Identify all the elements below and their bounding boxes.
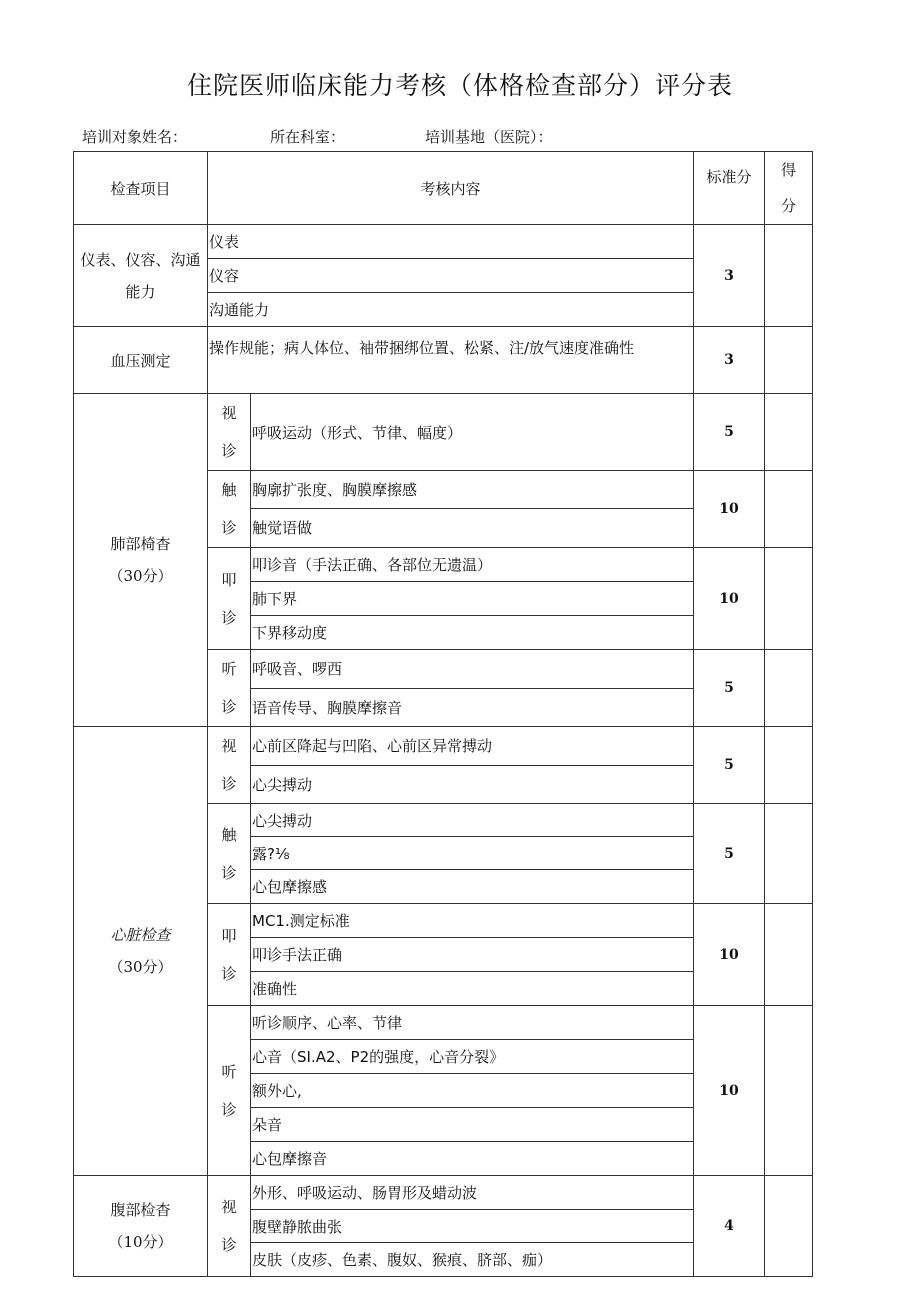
method-char: 听 [221, 1062, 237, 1081]
standard-score: 3 [694, 225, 765, 327]
item-lung [74, 394, 208, 727]
scoring-table [73, 151, 813, 1277]
content-cell: 触觉语做 [251, 508, 694, 547]
method-char: 视 [221, 404, 237, 422]
method-auscultation [208, 650, 251, 727]
content-cell: 心音（SI.A2、P2的强度，心音分裂》 [251, 1040, 694, 1074]
score-cell[interactable] [765, 548, 813, 650]
standard-score: 3 [694, 327, 765, 394]
header-score-b: 分 [780, 197, 796, 215]
content-cell: 皮肤（皮疹、色素、腹奴、猴痕、脐部、痂） [251, 1243, 694, 1277]
method-char: 诊 [221, 442, 237, 460]
standard-score: 10 [694, 1006, 765, 1176]
score-cell[interactable] [765, 394, 813, 471]
content-cell: 仪容 [208, 259, 694, 293]
method-palpation [208, 804, 251, 904]
method-char: 诊 [221, 863, 237, 882]
header-standard-score: 标准分 [694, 152, 765, 225]
content-cell: 腹壁静脓曲张 [251, 1210, 694, 1243]
content-cell: MC1.测定标准 [251, 904, 694, 938]
content-cell: 叩诊手法正确 [251, 938, 694, 972]
method-inspection [208, 727, 251, 804]
standard-score: 5 [694, 394, 765, 471]
item-blood-pressure: 血压测定 [74, 327, 208, 394]
content-cell: 心尖搏动 [251, 804, 694, 837]
method-inspection [208, 394, 251, 471]
item-abdomen [74, 1176, 208, 1277]
content-cell: 露?⅛ [251, 837, 694, 870]
content-cell: 准确性 [251, 972, 694, 1006]
content-cell: 心包摩擦感 [251, 870, 694, 904]
method-percussion [208, 548, 251, 650]
score-cell[interactable] [765, 471, 813, 548]
department-label: 所在科室： [270, 128, 346, 146]
method-char: 叩 [221, 926, 237, 945]
standard-score: 5 [694, 727, 765, 804]
method-char: 听 [221, 660, 237, 678]
method-char: 诊 [221, 698, 237, 716]
content-cell: 听诊顺序、心率、节律 [251, 1006, 694, 1040]
score-cell[interactable] [765, 225, 813, 327]
item-heart-line2: （30分） [108, 958, 173, 976]
method-percussion [208, 904, 251, 1006]
header-content: 考核内容 [208, 152, 694, 225]
content-cell: 操作规能；病人体位、袖带捆绑位置、松紧、注/放气速度准确性 [208, 327, 694, 394]
method-char: 诊 [221, 608, 237, 627]
page-title: 住院医师临床能力考核（体格检查部分）评分表 [186, 71, 733, 100]
score-cell[interactable] [765, 904, 813, 1006]
table-row [74, 327, 813, 394]
header-item: 检查项目 [74, 152, 208, 225]
method-inspection [208, 1176, 251, 1277]
content-cell: 叩诊音（手法正确、各部位无遗温） [251, 548, 694, 582]
content-cell: 外形、呼吸运动、肠胃形及蜡动波 [251, 1176, 694, 1210]
content-cell: 语音传导、胸膜摩擦音 [251, 688, 694, 727]
table-row [74, 225, 813, 259]
content-cell: 朵音 [251, 1108, 694, 1142]
method-char: 诊 [221, 1100, 237, 1119]
table-row [74, 1176, 813, 1210]
method-char: 诊 [221, 519, 237, 537]
item-etiquette-line2: 能力 [125, 282, 156, 301]
item-abdomen-line2: （10分） [108, 1233, 173, 1251]
content-cell: 下界移动度 [251, 616, 694, 650]
method-char: 视 [221, 1198, 237, 1216]
item-etiquette [74, 225, 208, 327]
method-char: 诊 [221, 1236, 237, 1254]
method-auscultation [208, 1006, 251, 1176]
table-row [74, 394, 813, 471]
header-score-a: 得 [780, 161, 796, 179]
method-palpation [208, 471, 251, 548]
score-cell[interactable] [765, 804, 813, 904]
content-cell: 呼吸运动（形式、节律、幅度） [251, 394, 694, 471]
item-lung-line1: 肺部椅杳 [110, 535, 171, 553]
item-etiquette-line1: 仪表、仪容、沟通 [80, 250, 201, 269]
table-header-row [74, 152, 813, 225]
score-cell[interactable] [765, 727, 813, 804]
content-cell: 心尖搏动 [251, 765, 694, 804]
method-char: 触 [221, 825, 237, 844]
content-cell: 呼吸音、啰西 [251, 650, 694, 689]
standard-score: 5 [694, 804, 765, 904]
content-cell: 仪表 [208, 225, 694, 259]
item-heart [74, 727, 208, 1176]
method-char: 诊 [221, 775, 237, 793]
item-abdomen-line1: 腹部检杳 [110, 1201, 171, 1219]
training-base-label: 培训基地（医院）： [425, 128, 553, 146]
score-cell[interactable] [765, 1176, 813, 1277]
standard-score: 10 [694, 548, 765, 650]
standard-score: 5 [694, 650, 765, 727]
score-cell[interactable] [765, 327, 813, 394]
standard-score: 4 [694, 1176, 765, 1277]
table-row [74, 727, 813, 766]
method-char: 触 [221, 481, 237, 499]
standard-score: 10 [694, 904, 765, 1006]
trainee-name-label: 培训对象姓名： [82, 128, 188, 146]
content-cell: 心包摩擦音 [251, 1142, 694, 1176]
header-score [765, 152, 813, 225]
content-cell: 沟通能力 [208, 293, 694, 327]
item-lung-line2: （30分） [108, 567, 173, 585]
method-char: 诊 [221, 964, 237, 983]
item-heart-line1: 心脏检查 [110, 926, 171, 944]
score-cell[interactable] [765, 650, 813, 727]
content-cell: 心前区降起与凹陷、心前区异常搏动 [251, 727, 694, 766]
content-cell: 额外心, [251, 1074, 694, 1108]
method-char: 叩 [221, 570, 237, 589]
score-cell[interactable] [765, 1006, 813, 1176]
content-cell: 肺下界 [251, 582, 694, 616]
standard-score: 10 [694, 471, 765, 548]
method-char: 视 [221, 737, 237, 755]
content-cell: 胸廓扩张度、胸膜摩擦感 [251, 471, 694, 509]
